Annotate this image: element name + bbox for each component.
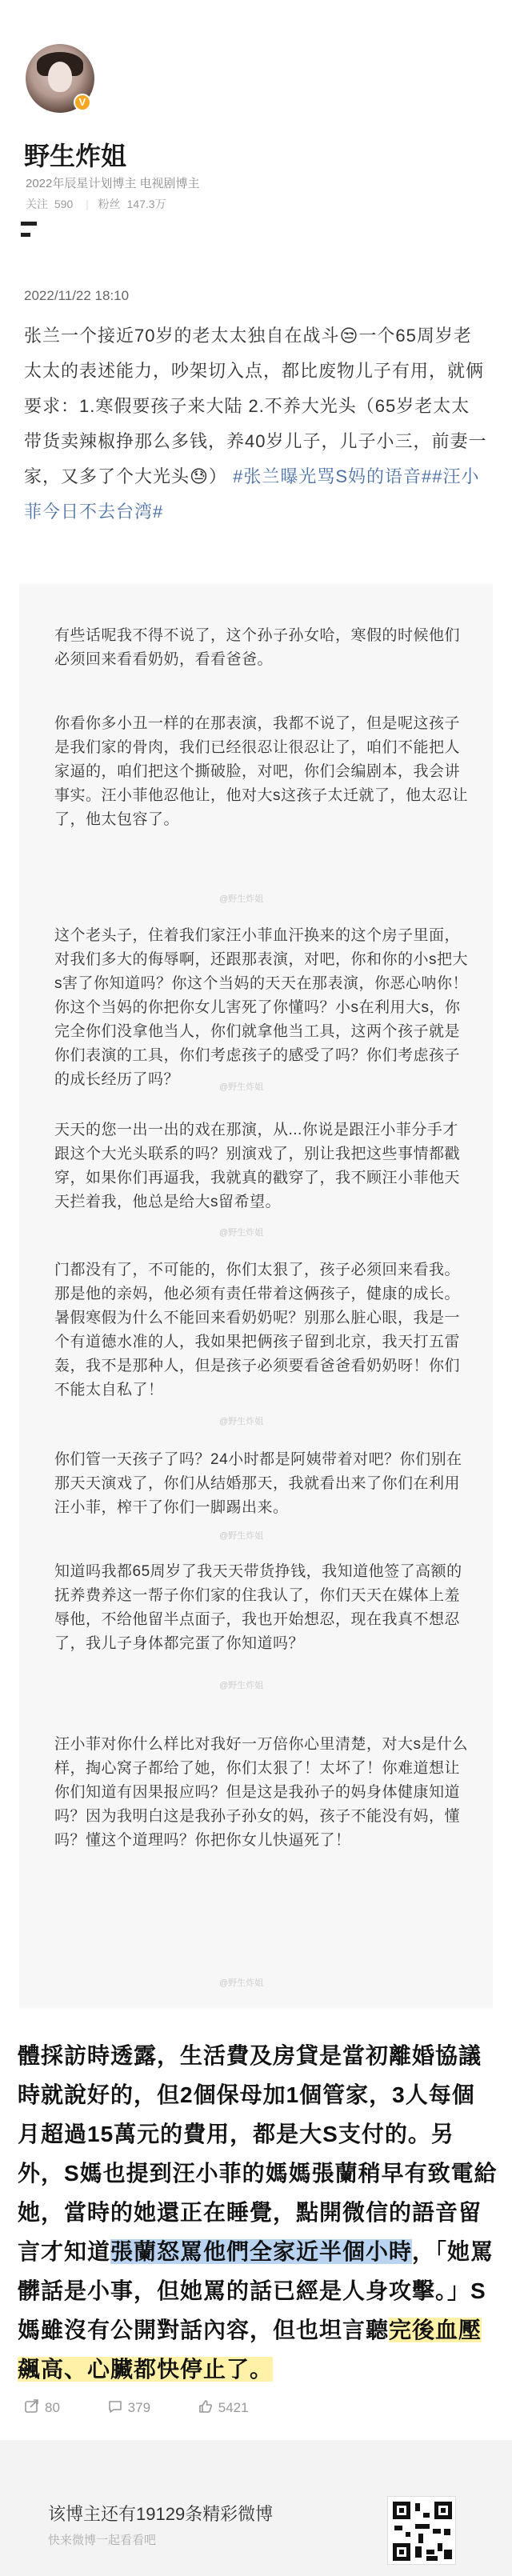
post-text-part2: 一个65周岁老太太的表述能力，吵架切入点，都比废物儿子有用，就俩要求：1.寒假要孩子来大陆 2.不养大光头（65岁老太太带货卖辣椒挣那么多钱，养40岁儿子，儿子小三，前妻一家，又多了个大光头 — [24, 326, 487, 486]
transcript-paragraph: 你们管一天孩子了吗？24小时都是阿姨带着对吧？你们别在那天天演戏了，你们从结婚那天，我就看出来了你们在利用汪小菲，榨干了你们一脚踢出来。 — [54, 1451, 462, 1516]
user-stats — [26, 196, 170, 212]
verified-badge-icon: V — [74, 94, 91, 111]
avatar-face — [48, 62, 72, 92]
post-text-part3: ） — [208, 466, 227, 486]
watermark: @野生炸姐 — [219, 1978, 264, 1988]
watermark: @野生炸姐 — [219, 1417, 264, 1426]
transcript-paragraph: 天天的您一出一出的戏在那演，从...你说是跟汪小菲分手才跟这个大光头联系的吗？别演戏了，别让我把这些事情都戳穿，如果你们再逼我，我就真的戳穿了，我不顾汪小菲他天天拦着我，他总是给大s留希望。 — [54, 1122, 461, 1210]
watermark: @野生炸姐 — [219, 1681, 264, 1690]
username[interactable]: 野生炸姐 — [24, 142, 127, 170]
footer-banner[interactable] — [0, 2440, 512, 2576]
transcript-paragraph: 门都没有了，不可能的，你们太狠了，孩子必须回来看我。那是他的亲妈，他必须有责任带着这俩孩子，健康的成长。暑假寒假为什么不能回来看奶奶呢？别那么脏心眼，我是一个有道德水准的人，我如果把俩孩子留到北京，我天打五雷轰，我不是那种人，但是孩子必须要看爸爸看奶奶呀！你们不能太自私了！ — [54, 1262, 461, 1398]
comment-count: 379 — [127, 2400, 151, 2415]
post-text — [24, 318, 488, 530]
transcript-paragraph: 汪小菲对你什么样比对我好一万倍你心里清楚，对大s是什么样，掏心窝子都给了她，你们太狠了！太坏了！你难道想让你们知道有因果报应吗？但是这是我孙子的妈身体健康知道吗？因为我明白这是我孙子孙女的妈，孩子不能没有妈，懂吗？懂这个道理吗？你把你女儿快逼死了！ — [54, 1736, 469, 1849]
post-actions — [24, 2398, 292, 2416]
repost-count: 80 — [45, 2400, 60, 2415]
fans-count[interactable]: 147.3万 — [126, 198, 166, 210]
user-bio: 2022年辰星计划博主 电视剧博主 — [26, 177, 200, 190]
transcript-paragraph: 你看你多小丑一样的在那表演，我都不说了，但是呢这孩子是我们家的骨肉，我们已经很忍让很忍让了，咱们不能把人家逼的，咱们把这个撕破脸，对吧，你们会编剧本，我会讲事实。汪小菲他忍他让，他对大s这孩子太迁就了，他太忍让了，他太包容了。 — [54, 715, 469, 828]
qr-code-icon — [387, 2496, 456, 2565]
watermark: @野生炸姐 — [219, 1531, 264, 1541]
watermark: @野生炸姐 — [219, 1082, 264, 1092]
transcript-paragraph: 知道吗我都65周岁了我天天带货挣钱，我知道他签了高额的抚养费养这一帮子你们家的住我认了，你们天天在媒体上羞辱他，不给他留半点面子，我也开始想忍，现在我真不想忍了，我儿子身体都完蛋了你知道吗？ — [54, 1563, 462, 1652]
news-text: ，「她罵髒話是小事，但她罵的話已經是人身攻擊。」S媽雖沒有公開對話內容，但也坦言聽 — [18, 2239, 494, 2342]
like-button[interactable] — [198, 2398, 249, 2416]
profile-header — [0, 0, 512, 188]
following-label: 关注 — [26, 198, 48, 210]
emoji-icon: 😒 — [339, 326, 359, 346]
comment-button[interactable] — [107, 2398, 150, 2416]
following-count[interactable]: 590 — [54, 198, 74, 210]
repost-icon — [24, 2398, 40, 2414]
section-divider-bar-short — [21, 233, 30, 237]
voice-transcript-screenshot — [19, 584, 493, 2008]
comment-icon — [107, 2398, 123, 2414]
post-timestamp: 2022/11/22 18:10 — [24, 288, 130, 303]
like-icon — [198, 2398, 214, 2414]
news-highlight-blue: 張蘭怒罵他們全家近半個小時 — [110, 2239, 413, 2264]
more-posts-text: 该博主还有19129条精彩微博 — [48, 2504, 274, 2524]
repost-button[interactable] — [24, 2398, 60, 2416]
transcript-paragraph: 这个老头子，住着我们家汪小菲血汗换来的这个房子里面，对我们多大的侮辱啊，还跟那表演，对吧，你和你的小s把大s害了你知道吗？你这个当妈的天天在那表演，你恶心呐你！你这个当妈的你把你女儿害死了你懂吗？小s在利用大s，你完全你们没拿他当人，你们就拿他当工具，这两个孩子就是你们表演的工具，你们考虑孩子的感受了吗？你们考虑孩子的成长经历了吗？ — [54, 927, 469, 1088]
like-count: 5421 — [218, 2400, 249, 2415]
news-excerpt — [18, 2036, 498, 2389]
watermark: @野生炸姐 — [219, 894, 264, 904]
news-text: 體採訪時透露，生活費及房貸是當初離婚協議時就說好的，但2個保母加1個管家，3人每個月超過15萬元的費用，都是大S支付的。另外，S媽也提到汪小菲的媽媽張蘭稍早有致電給她，當時的她還正在睡覺，點開微信的語音留言才知道 — [18, 2043, 498, 2264]
stats-divider: | — [86, 198, 89, 210]
section-divider-bar — [21, 222, 37, 226]
more-posts-subtext: 快来微博一起看看吧 — [48, 2534, 157, 2547]
news-highlight-yellow: 完後血壓飆高、心臟都快停止了。 — [18, 2318, 482, 2382]
fans-label: 粉丝 — [98, 198, 121, 210]
watermark: @野生炸姐 — [219, 1228, 264, 1238]
hashtag-links[interactable]: #张兰曝光骂S妈的语音##汪小菲今日不去台湾# — [24, 466, 480, 522]
emoji-icon: 😓 — [190, 466, 209, 486]
post-text-part1: 张兰一个接近70岁的老太太独自在战斗 — [24, 326, 340, 346]
transcript-paragraph: 有些话呢我不得不说了，这个孙子孙女哈，寒假的时候他们必须回来看看奶奶，看看爸爸。 — [54, 627, 461, 668]
